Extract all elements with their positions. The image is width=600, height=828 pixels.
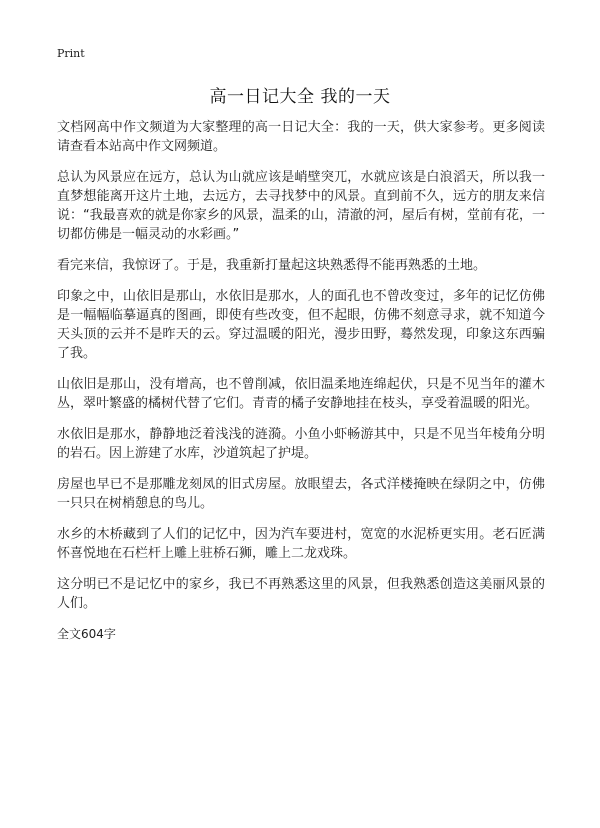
page-title: 高一日记大全 我的一天	[209, 87, 391, 107]
paragraph: 这分明已不是记忆中的家乡，我已不再熟悉这里的风景，但我熟悉创造这美丽风景的人们。	[57, 577, 545, 611]
article-body	[57, 118, 545, 643]
paragraph: 水乡的木桥藏到了人们的记忆中，因为汽车要进村，宽宽的水泥桥更实用。老石匠满怀喜悦地在石栏杆上雕上驻桥石狮，雕上二龙戏珠。	[57, 527, 545, 561]
paragraph: 总认为风景应在远方，总认为山就应该是峭壁突兀，水就应该是白浪滔天，所以我一直梦想能离开这片土地，去远方，去寻找梦中的风景。直到前不久，远方的朋友来信说：“我最喜欢的就是你家乡的风景，温柔的山，清澈的河，屋后有树，堂前有花，一切都仿佛是一幅灵动的水彩画。”	[57, 170, 545, 242]
print-link[interactable]: Print	[57, 47, 85, 60]
paragraph: 房屋也早已不是那雕龙刻凤的旧式房屋。放眼望去，各式洋楼掩映在绿阴之中，仿佛一只只在树梢憩息的鸟儿。	[57, 477, 545, 511]
paragraph: 看完来信，我惊讶了。于是，我重新打量起这块熟悉得不能再熟悉的土地。	[57, 258, 487, 273]
paragraph-intro: 文档网高中作文频道为大家整理的高一日记大全：我的一天，供大家参考。更多阅读请查看本站高中作文网频道。	[57, 120, 545, 154]
paragraph: 水依旧是那水，静静地泛着浅浅的涟漪。小鱼小虾畅游其中，只是不见当年棱角分明的岩石。因上游建了水库，沙道筑起了护堤。	[57, 427, 545, 461]
paragraph: 山依旧是那山，没有增高，也不曾削减，依旧温柔地连绵起伏，只是不见当年的灌木丛，翠叶繁盛的橘树代替了它们。青青的橘子安静地挂在枝头，享受着温暖的阳光。	[57, 377, 545, 411]
word-count: 全文604字	[57, 627, 116, 641]
paragraph: 印象之中，山依旧是那山，水依旧是那水，人的面孔也不曾改变过，多年的记忆仿佛是一幅幅临摹逼真的图画，即使有些改变，但不起眼，仿佛不刻意寻求，就不知道今天头顶的云并不是昨天的云。穿过温暖的阳光，漫步田野，蓦然发现，印象这东西骗了我。	[57, 289, 545, 361]
